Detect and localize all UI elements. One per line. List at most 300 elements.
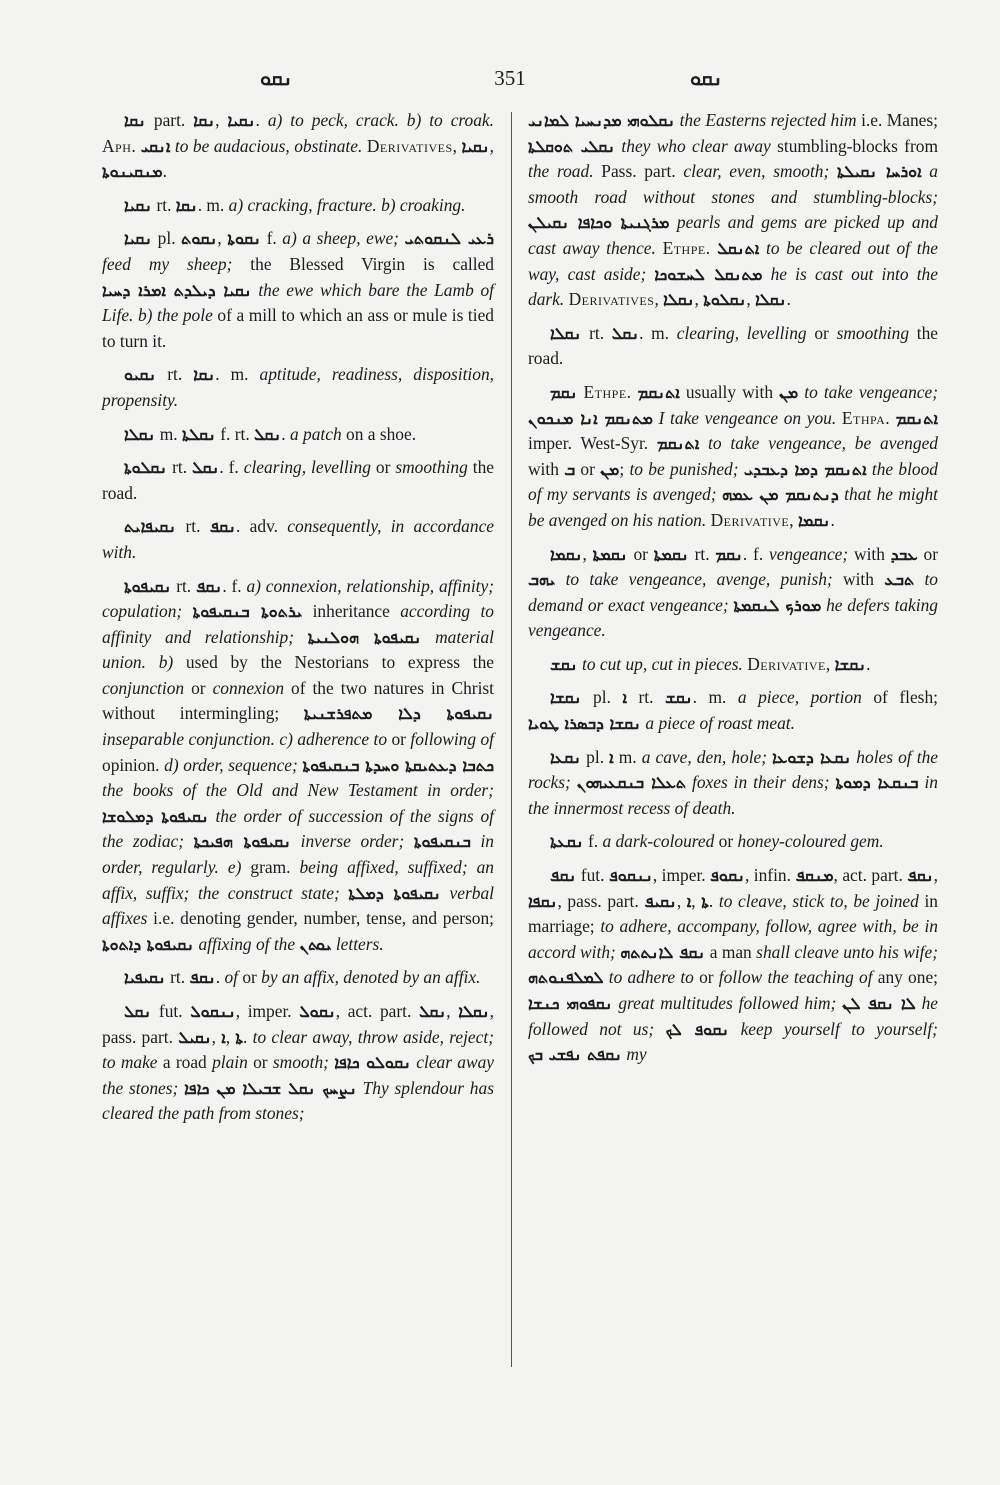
entry-text: m. (613, 746, 642, 767)
entry-text: . m. (215, 364, 260, 385)
entry-italic: to take vengeance, be avenged (699, 433, 938, 454)
entry-text: ; (619, 458, 630, 479)
entry-text: rt. (171, 575, 196, 596)
entry-italic: according to affinity and relationship; (102, 601, 494, 647)
entry-text: , (446, 1001, 459, 1021)
syriac-word: ܢܩܦܐ (528, 891, 558, 911)
dictionary-entry (102, 965, 494, 991)
entry-text (404, 831, 414, 851)
entry-italic: to clear away, throw aside, reject; (252, 1026, 494, 1047)
entry-text: opinion. (102, 754, 165, 775)
entry-text (654, 1019, 665, 1039)
syriac-word: ܢܩܠ (254, 424, 282, 444)
entry-text: rt. (167, 457, 193, 478)
entry-italic: foxes in their dens; (686, 772, 830, 793)
syriac-word: ܒܢܩܥܐ ܕܡܘܬܐ (835, 773, 919, 793)
syriac-word: ܠܐ ܢܩܦ ܠܢ (842, 994, 916, 1013)
entry-text: or (237, 967, 262, 988)
entry-smallcaps: Aph. (102, 135, 137, 156)
syriac-word: ܢܩܠܐ (550, 323, 582, 343)
entry-text: , (746, 289, 756, 310)
syriac-word: ܢܩܘܠ (299, 1002, 336, 1021)
dictionary-entry (528, 542, 938, 644)
entry-text: , (825, 653, 835, 674)
syriac-word: ܢܩܫܐ (550, 688, 582, 708)
syriac-word: ܢܩܦܬ ܢܦܫܝ ܒܟ (528, 1045, 623, 1065)
entry-italic: letters. (335, 933, 384, 954)
entry-text: , infin. (744, 865, 796, 886)
entry-text: or (806, 322, 837, 343)
dictionary-entry (102, 108, 494, 185)
syriac-word: ܐ (622, 688, 627, 708)
entry-text: in marriage; (528, 890, 938, 937)
entry-italic: the blood of my servants is avenged; (528, 458, 938, 505)
syriac-word: ܥܒܕ (890, 544, 918, 564)
entry-text: or (370, 457, 396, 478)
page-header (100, 66, 940, 96)
syriac-word: ܢܩܦܘܗܝ ܟܢܫܐ (528, 994, 613, 1013)
entry-italic: he defers taking vengeance. (528, 594, 938, 641)
entry-text: , (789, 509, 798, 530)
entry-text: . f. (219, 457, 244, 478)
entry-text: . (786, 289, 791, 310)
syriac-word: ܢܢܩܘܠ (190, 1002, 236, 1021)
syriac-word: ܐܬܢܩܡ ܕܡܐ ܕܥܒܕܝ (743, 459, 867, 479)
syriac-word: ܢܩܝܦ (644, 891, 677, 911)
syriac-word: ܢܩܠܐ (755, 290, 787, 310)
syriac-word: ܢܩܝܦܘܬܐ ܕܐܬܘܬܐ (102, 934, 195, 954)
syriac-word: ܢܩܘܠܘ ܟܐܦܐ (334, 1053, 411, 1073)
entry-text: , (489, 135, 494, 156)
entry-text: usually with (679, 381, 780, 402)
entry-text: or (184, 677, 213, 698)
syriac-word: ܐܬܢܩܡ (895, 408, 938, 428)
entry-italic: to cleave, stick to, be joined (718, 890, 919, 911)
entry-text: the road. (528, 322, 938, 369)
entry-text: or (693, 967, 719, 988)
entry-italic: verbal affixes (102, 882, 494, 929)
entry-text: rt. (165, 967, 190, 988)
syriac-word: ܢܩܝܐ ܕܝܠܕܬ ܐܡܪܐ ܕܚܝܐ (102, 280, 252, 300)
entry-text: . (215, 967, 225, 988)
syriac-word: ܢܩܥܬܐ (550, 832, 584, 852)
entry-italic: to take vengeance; (798, 381, 938, 402)
entry-text: , pass. part. (557, 890, 645, 911)
running-head-left: ܢܩܘ (260, 68, 293, 90)
syriac-word: ܢܩܥܐ (550, 747, 582, 767)
syriac-word: ܢܨܚܟ ܢܩܠ ܫܒܝܠܐ ܡܢ ܟܐܦܐ (184, 1078, 357, 1098)
entry-text: fut. (576, 865, 609, 886)
entry-text: rt. (156, 364, 194, 385)
entry-smallcaps: Derivatives (568, 289, 655, 310)
entry-text: f. (261, 228, 283, 249)
entry-text: . (243, 1026, 253, 1047)
entry-italic: clearing, levelling (676, 322, 807, 343)
syriac-word: ܝܘܬܢ (299, 934, 332, 954)
entry-smallcaps: Ethpe. (662, 237, 711, 258)
syriac-word: ܢܩܡܬܐ (653, 544, 689, 564)
dictionary-entry (102, 422, 494, 448)
entry-italic: to take vengeance, avenge, punish; (555, 569, 833, 590)
entry-italic: a) to peck, crack. b) to croak. (267, 110, 494, 130)
entry-italic: aptitude, readiness, disposition, propensity. (102, 364, 494, 410)
entry-text: of flesh; (861, 687, 938, 708)
entry-text: with (528, 458, 565, 479)
entry-text: stumbling-blocks from (770, 135, 938, 156)
entry-text: . (281, 423, 290, 444)
syriac-word: ܢܩܝܐ (227, 111, 256, 130)
syriac-word: ܢܩܫܐ (834, 654, 867, 674)
entry-italic: keep yourself to yourself; (729, 1018, 938, 1039)
entry-italic: Thy splendour has cleared the path from stones; (102, 1077, 494, 1124)
entry-text: , (211, 1026, 222, 1047)
entry-italic: a smooth road without stones and stumbling-blocks; (528, 161, 938, 207)
syriac-word: ܢܩܠܐ (458, 1002, 490, 1021)
syriac-word: ܢܩܝܦܐܝܬ (124, 517, 177, 537)
entry-text: of the two natures in Christ without intermingling; (102, 677, 494, 724)
syriac-word: ܢܩܝܦܘܬܐ ܕܠܐ ܡܬܦܪܫܢܝܬܐ (303, 704, 495, 724)
syriac-word: ܒܢܩܝܦܘܬܐ (413, 832, 471, 852)
entry-italic: smoothing (836, 322, 910, 343)
syriac-word: ܡܬܢܩܡ ܐܢܐ ܡܢܟܘܢ (528, 408, 653, 428)
entry-text: . m. (197, 194, 229, 215)
entry-italic: to be audacious, obstinate. (170, 135, 363, 156)
entry-italic: to adhere, accompany, follow, agree with, be in accord with; (528, 916, 938, 962)
syriac-word: ܢܩܦ ܠܐܢܬܬܗ (620, 942, 706, 962)
entry-text: , imper. (235, 1001, 300, 1021)
entry-italic: the Easterns rejected him (675, 110, 857, 130)
syriac-word: ܢܩܠܐ (124, 424, 156, 444)
syriac-word: ܐ (609, 747, 614, 767)
syriac-word: ܡܬܢܩܠ ܠܚܫܘܟܐ (654, 264, 763, 284)
entry-italic: plain (212, 1052, 248, 1073)
entry-italic: by an affix, denoted by an affix. (261, 967, 481, 988)
entry-smallcaps: Ethpe. (583, 381, 632, 402)
syriac-word: ܢܩܝܦܘܬܐ (124, 576, 172, 596)
dictionary-entry (102, 193, 494, 219)
page-number: 351 (494, 66, 526, 90)
entry-italic: a cave, den, hole; (641, 746, 768, 767)
entry-text: m. (155, 423, 182, 444)
entry-text: f. (583, 831, 603, 852)
entry-italic: following of (410, 729, 495, 750)
entry-text: the Blessed Virgin is called (232, 253, 495, 274)
syriac-word: ܢܩܫ (664, 688, 693, 708)
entry-text (829, 161, 837, 181)
syriac-word: ܬܥܠܐ ܒܢܩܥܝܗܘܢ (576, 773, 687, 793)
entry-text: , (654, 289, 664, 310)
syriac-word: ܢܩܝܦܝܐ (124, 968, 166, 988)
dictionary-entry (102, 226, 494, 354)
syriac-word: ܢܩܘܦ ܠܟ (665, 1019, 730, 1039)
syriac-word: ܢܩܠܐ (663, 290, 695, 310)
entry-italic: the ewe which bare the Lamb of Life. (102, 279, 494, 326)
entry-italic: clear away the stones; (102, 1052, 495, 1098)
entry-text (294, 627, 308, 647)
syriac-word: ܐܬܢܩܠ (717, 238, 760, 258)
entry-text: Pass. part. (593, 161, 684, 182)
entry-italic: inverse order; (291, 831, 405, 852)
syriac-word: ܢܩܡܐ (797, 510, 831, 530)
syriac-word: ܐܬܢܩܡ (637, 382, 680, 402)
entry-italic: consequently, in accordance with. (102, 516, 495, 562)
syriac-word: ܢܩܝܦܘܬܐ ܕܡܠܘܫܐ (102, 806, 209, 826)
entry-text (146, 652, 159, 672)
syriac-word: ܢܩܠܬܐ (181, 424, 216, 444)
entry-italic: feed my sheep; (102, 253, 233, 274)
entry-italic: a patch (290, 423, 342, 444)
syriac-word: ܬܐ (235, 1027, 244, 1047)
dictionary-entry (102, 455, 494, 506)
dictionary-entry (528, 745, 938, 822)
entry-italic: vengeance; (769, 543, 849, 564)
syriac-word: ܢܩܠ (124, 1002, 152, 1021)
right-column (528, 108, 938, 1076)
entry-text: pl. (581, 687, 623, 708)
entry-italic: b) (158, 652, 174, 673)
dictionary-entry (102, 574, 494, 958)
entry-italic: c) adherence to (279, 729, 388, 750)
entry-text (182, 601, 192, 621)
entry-italic: a) a sheep, ewe; (282, 228, 399, 249)
entry-text: , pass. part. (102, 1001, 494, 1047)
syriac-word: ܟܬܒܐ ܕܥܬܝܩܬܐ ܘܚܕܬܐ ܒܢܩܝܦܘܬܐ (302, 755, 495, 775)
entry-italic: shall cleave unto his wife; (756, 941, 939, 962)
syriac-word: ܐ (686, 891, 692, 911)
entry-text: gram. (241, 857, 300, 878)
entry-italic: the order of succession of the signs of the zodiac; (102, 805, 494, 852)
entry-text (656, 238, 663, 258)
syriac-word: ܢܩܫ (550, 654, 578, 674)
syriac-word: ܬܒܥ (884, 570, 915, 590)
entry-italic: in the innermost recess of death. (528, 772, 938, 818)
syriac-word: ܝܪܬܘܬܐ ܒܢܩܝܦܘܬܐ (192, 602, 303, 622)
syriac-word: ܢܩܦ (907, 866, 934, 886)
entry-text: fut. (151, 1001, 191, 1021)
entry-text: of a mill to which an ass or mule is tied to turn it. (102, 305, 494, 351)
entry-text: . f. (222, 575, 247, 596)
entry-text: or (247, 1052, 273, 1073)
entry-text: any one; (872, 967, 938, 988)
entry-italic: d) order, sequence; (164, 754, 298, 775)
syriac-word: ܢܩܠ (611, 323, 640, 343)
dictionary-entry (528, 380, 938, 534)
dictionary-entry (528, 829, 938, 855)
entry-italic: of (224, 967, 238, 988)
entry-text: f. rt. (215, 423, 255, 444)
entry-italic: he followed not us; (528, 993, 938, 1039)
syriac-word: ܢܩܝܐ (124, 229, 153, 249)
entry-italic: to be cleared out of the way, cast aside; (528, 237, 938, 284)
entry-italic: being affixed, suffixed; an affix, suffix; the construct state; (102, 857, 494, 903)
entry-text: i.e. Manes; (856, 110, 938, 130)
entry-text: , (582, 543, 593, 564)
dictionary-entry (102, 362, 494, 413)
entry-italic: he is cast out into the dark. (528, 263, 938, 310)
syriac-word: ܢܩܝܦܘܬܐ ܕܡܠܬܐ (348, 883, 441, 903)
syriac-word: ܢܩܝܐ (461, 136, 490, 156)
entry-text: or (917, 543, 938, 564)
dictionary-entry (102, 514, 494, 565)
entry-text: pl. (152, 228, 182, 249)
entry-text: or (627, 543, 654, 564)
syriac-word: ܕܢܬܢܩܡ ܡܢ ܥܡܗ (721, 485, 839, 505)
syriac-word: ܢܩܝܐ (124, 195, 153, 215)
syriac-word: ܢܩܠܘܗܝ ܡܕܢܚܝܐ ܠܡܐܢܝ (528, 111, 676, 130)
syriac-word: ܢܩܡܐ (550, 544, 583, 564)
entry-text: , act. part. (335, 1001, 419, 1021)
syriac-word: ܢܩܘܦ (710, 866, 745, 886)
entry-text: , (452, 135, 462, 156)
entry-text: , (225, 1026, 236, 1047)
syriac-word: ܬܐ (701, 891, 709, 911)
entry-italic: connexion (212, 677, 285, 698)
entry-text: rt. (176, 516, 210, 537)
syriac-word: ܐ (221, 1027, 226, 1047)
entry-italic: the road. (528, 161, 594, 182)
entry-italic: a) cracking, fracture. b) croaking. (228, 194, 466, 215)
syriac-word: ܢܩܠ (418, 1002, 447, 1021)
entry-italic: clear, even, smooth; (683, 161, 830, 182)
syriac-word: ܡܢܩܦ (795, 866, 834, 886)
syriac-word: ܢܩܐ (175, 195, 198, 215)
syriac-word: ܢܩܝܦܘܬܐ ܗܦܝܟܬܐ (193, 832, 292, 852)
syriac-word: ܢܩܘܬܐ (227, 229, 262, 249)
entry-text: . adv. (236, 516, 288, 537)
entry-italic: honey-coloured gem. (737, 831, 884, 852)
entry-italic: inseparable conjunction. (102, 729, 275, 750)
syriac-word: ܢܩܠܝ ܬܘܩܠܬܐ (528, 136, 616, 156)
entry-italic: smoothing (395, 457, 468, 478)
entry-italic: a piece, portion (737, 687, 862, 708)
entry-text: imper. West-Syr. (528, 433, 657, 454)
entry-italic: to make (102, 1052, 158, 1073)
dictionary-entry (528, 321, 938, 372)
running-head-right: ܢܩܘ (690, 68, 723, 90)
entry-text (219, 857, 228, 877)
syriac-word: ܢܩܠܘܬܐ (124, 458, 168, 478)
syriac-word: ܐܬܢܩܡ (657, 434, 700, 454)
syriac-word: ܪܥܝ ܠܢܩܘܬܝ (404, 229, 494, 249)
syriac-word: ܢܩܦ (209, 517, 237, 537)
entry-italic: b) the pole (137, 305, 213, 326)
entry-italic: affixing of the (194, 933, 296, 954)
syriac-word: ܡܢ (779, 382, 799, 402)
dictionary-entry (102, 999, 494, 1127)
syriac-word: ܢܩܠ (192, 458, 220, 478)
entry-text: or (714, 831, 738, 852)
entry-text: rt. (626, 687, 665, 708)
syriac-word: ܡܘܪܟ ܠܢܩܡܬܐ (733, 595, 822, 615)
entry-text: . m. (692, 687, 738, 708)
syriac-word: ܢܩܦ (195, 576, 223, 596)
entry-text: , act. part. (833, 865, 908, 886)
entry-text: . m. (639, 322, 677, 343)
entry-text: , imper. (652, 865, 711, 886)
syriac-word: ܢܩܝܦܘܬܐ ܗܘܠܢܝܬܐ (307, 627, 422, 647)
entry-italic: in order, regularly. (102, 831, 494, 878)
entry-text: rt. (688, 543, 716, 564)
entry-text: the road. (102, 457, 495, 503)
entry-text: or (575, 458, 601, 479)
entry-text: pl. (581, 746, 610, 767)
entry-text: , (694, 289, 704, 310)
entry-text: a man (705, 941, 757, 962)
entry-text: with (832, 569, 885, 590)
entry-italic: to be punished; (629, 458, 739, 479)
syriac-word: ܢܩܡ (715, 544, 743, 564)
left-column (102, 108, 494, 1135)
syriac-word: ܢܩܐ (124, 111, 146, 130)
entry-italic: my (622, 1044, 647, 1065)
entry-italic: a) connexion, relationship, affinity; copulation; (102, 575, 494, 622)
entry-italic: I take vengeance on you. (652, 407, 837, 428)
entry-text: on a shoe. (341, 423, 417, 444)
dictionary-entry (528, 108, 938, 313)
entry-text: . (866, 653, 871, 674)
entry-italic: that he might be avenged on his nation. (528, 484, 938, 530)
entry-text: inheritance (302, 601, 401, 622)
syriac-word: ܡܪܓܢܝܬܐ ܘܟܐܦܐ ܢܩܝܠܢ (528, 213, 670, 233)
entry-text: , (215, 110, 228, 130)
entry-text: . (255, 110, 268, 130)
syriac-word: ܢܩܝܠ (178, 1027, 212, 1047)
entry-italic: e) (227, 857, 242, 878)
entry-italic: pearls and gems are picked up and cast away thence. (528, 212, 938, 258)
syriac-word: ܢܩܡܬܐ (592, 544, 628, 564)
entry-italic: follow the teaching of (718, 967, 873, 988)
entry-italic: a dark-coloured (602, 831, 715, 852)
entry-text: , (676, 890, 687, 911)
entry-text (184, 831, 194, 851)
entry-smallcaps: Derivative (710, 509, 790, 530)
column-divider (511, 112, 512, 1367)
syriac-word: ܢܩܘܬ (181, 229, 218, 249)
entry-italic: clearing, levelling (243, 457, 371, 478)
syriac-word: ܢܩܥܐ ܕܫܘܥܐ (772, 747, 852, 767)
syriac-word: ܢܩܫܐ ܕܒܣܪܐ ܛܘܝܐ (528, 714, 642, 734)
entry-italic: conjunction (102, 677, 185, 698)
entry-italic: to cut up, cut in pieces. (577, 653, 743, 674)
entry-italic: holes of the rocks; (528, 746, 938, 793)
syriac-word: ܢܩܠܘܬܐ (703, 290, 747, 310)
entry-italic: a piece of roast meat. (641, 713, 795, 734)
syriac-word: ܐܢܩܝ (140, 136, 171, 156)
dictionary-entry (528, 863, 938, 1068)
entry-text: . (830, 509, 835, 530)
entry-text: rt. (581, 322, 612, 343)
entry-text: , (933, 865, 938, 886)
dictionary-entry (528, 685, 938, 736)
entry-text: a road (157, 1052, 213, 1073)
entry-italic: great multitudes followed him; (612, 993, 837, 1013)
entry-text: or (387, 729, 411, 750)
syriac-word: ܡܢ (600, 459, 620, 479)
entry-text: i.e. denoting gender, number, tense, and person; (147, 908, 494, 929)
syriac-word: ܢܩܦ (550, 866, 577, 886)
entry-text: . (162, 161, 167, 182)
syriac-word: ܢܩܐ (193, 111, 216, 130)
entry-text: rt. (152, 194, 176, 215)
syriac-word: ܒ (564, 459, 576, 479)
entry-text: , (217, 228, 228, 249)
entry-italic: material union. (102, 626, 494, 673)
dictionary-entry (528, 652, 938, 678)
syriac-word: ܢܩܦ (189, 968, 216, 988)
syriac-word: ܝܗܒ (528, 570, 556, 590)
entry-text: part. (145, 110, 194, 130)
syriac-word: ܡܢܩܝܢܘܬܐ (102, 162, 163, 182)
